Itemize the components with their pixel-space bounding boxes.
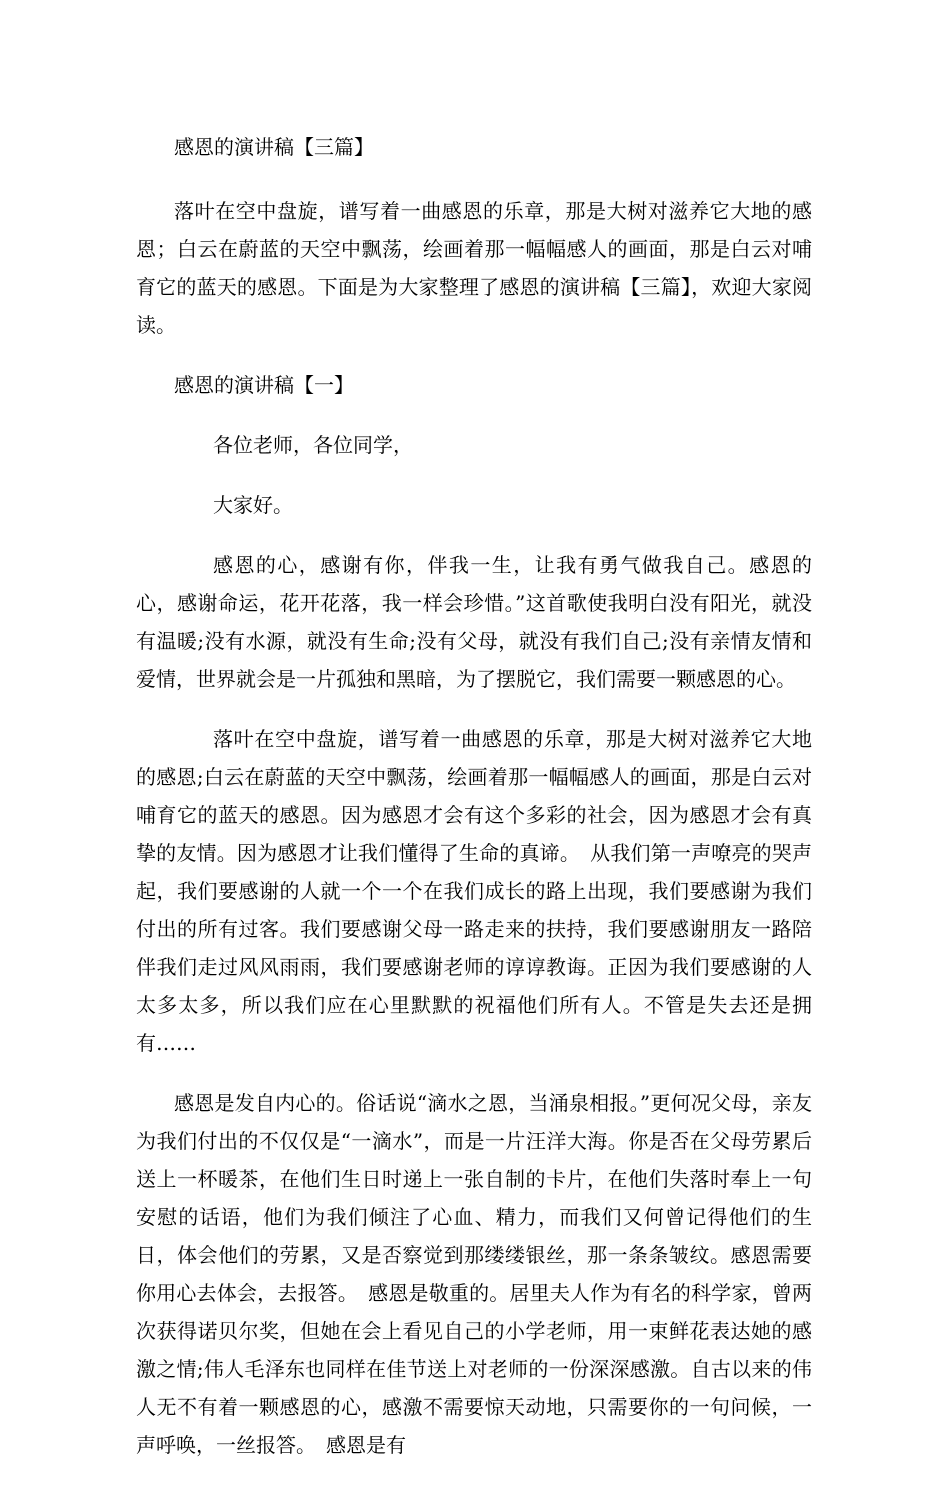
body-paragraph-2: 落叶在空中盘旋，谱写着一曲感恩的乐章，那是大树对滋养它大地的感恩;白云在蔚蓝的天空中飘荡，绘画着那一幅幅感人的画面，那是白云对哺育它的蓝天的感恩。因为感恩才会有这个多彩的社会，因为感恩才会有真挚的友情。因为感恩才让我们懂得了生命的真谛。 从我们第一声嘹亮的哭声起，我们要感谢的人就一个一个在我们成长的路上出现，我们要感谢为我们付出的所有过客。我们要感谢父母一路走来的扶持，我们要感谢朋友一路陪伴我们走过风风雨雨，我们要感谢老师的谆谆教诲。正因为我们要感谢的人太多太多，所以我们应在心里默默的祝福他们所有人。不管是失去还是拥有…… bbox=[136, 727, 812, 1055]
intro-paragraph: 落叶在空中盘旋，谱写着一曲感恩的乐章，那是大树对滋养它大地的感恩；白云在蔚蓝的天空中飘荡，绘画着那一幅幅感人的画面，那是白云对哺育它的蓝天的感恩。下面是为大家整理了感恩的演讲稿【三篇】，欢迎大家阅读。 bbox=[136, 199, 812, 337]
section-heading: 感恩的演讲稿【一】 bbox=[174, 373, 354, 397]
document-body bbox=[136, 128, 812, 1486]
body-paragraph-1: 感恩的心，感谢有你，伴我一生，让我有勇气做我自己。感恩的心，感谢命运，花开花落，我一样会珍惜。”这首歌使我明白没有阳光，就没有温暖;没有水源，就没有生命;没有父母，就没有我们自己;没有亲情友情和爱情，世界就会是一片孤独和黑暗，为了摆脱它，我们需要一颗感恩的心。 bbox=[136, 553, 812, 691]
body-paragraph-3: 感恩是发自内心的。俗话说“滴水之恩，当涌泉相报。”更何况父母，亲友为我们付出的不仅仅是“一滴水”，而是一片汪洋大海。你是否在父母劳累后送上一杯暖茶，在他们生日时递上一张自制的卡片，在他们失落时奉上一句安慰的话语，他们为我们倾注了心血、精力，而我们又何曾记得他们的生日，体会他们的劳累，又是否察觉到那缕缕银丝，那一条条皱纹。感恩需要你用心去体会，去报答。 感恩是敬重的。居里夫人作为有名的科学家，曾两次获得诺贝尔奖，但她在会上看见自己的小学老师，用一束鲜花表达她的感激之情;伟人毛泽东也同样在佳节送上对老师的一份深深感激。自古以来的伟人无不有着一颗感恩的心，感激不需要惊天动地，只需要你的一句问候，一声呼唤，一丝报答。 感恩是有 bbox=[136, 1091, 812, 1457]
document-title: 感恩的演讲稿【三篇】 bbox=[174, 135, 374, 159]
hello-line: 大家好。 bbox=[213, 493, 293, 517]
greeting-line: 各位老师，各位同学， bbox=[213, 433, 413, 457]
